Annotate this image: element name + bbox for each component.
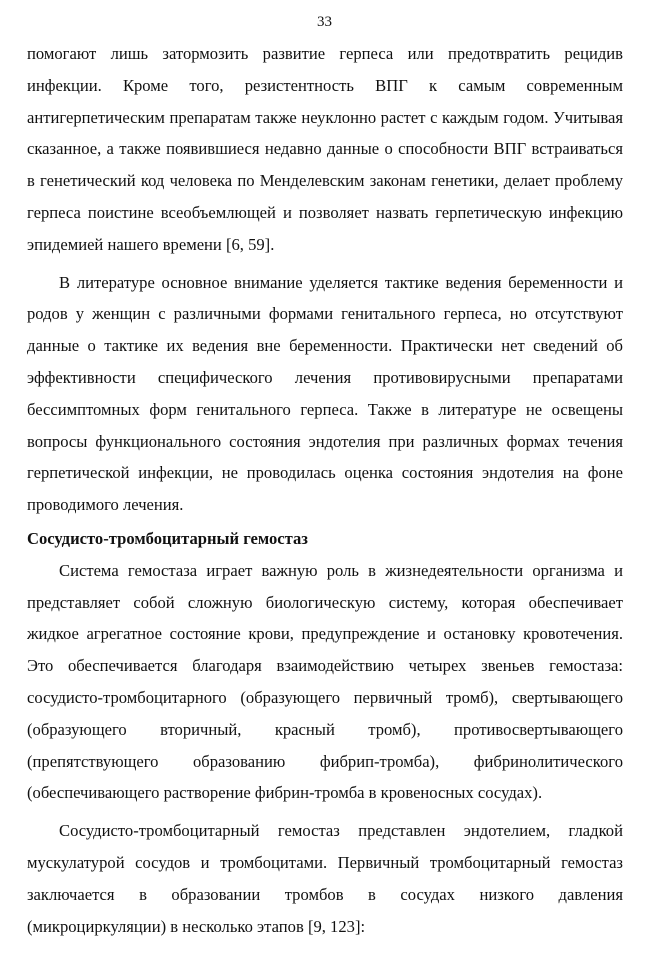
paragraph-herpes-resistance: помогают лишь затормозить развитие герпеса или предотвратить рецидив инфекции. Кроме того, резистентность ВПГ к самым современным антигерпетическим препаратам также неуклонно растет с каждым годом. Учитывая сказанное, а также появившиеся недавно данные о способности ВПГ встраиваться в генетический код человека по Менделевским законам генетики, делает проблему герпеса поистине всеобъемлющей и позволяет назвать герпетическую инфекцию эпидемией нашего времени [6, 59].	[27, 44, 623, 254]
paragraph-vascular-platelet-hemostasis: Сосудисто-тромбоцитарный гемостаз представлен эндотелием, гладкой мускулатурой сосудов и тромбоцитами. Первичный тромбоцитарный гемостаз заключается в образовании тромбов в сосудах низкого давления (микроциркуляции) в несколько этапов [9, 123]:	[27, 821, 623, 936]
paragraph-hemostasis-system: Система гемостаза играет важную роль в жизнедеятельности организма и представляет собой сложную биологическую систему, которая обеспечивает жидкое агрегатное состояние крови, предупреждение и остановку кровотечения. Это обеспечивается благодаря взаимодействию четырех звеньев гемостаза: сосудисто-тромбоцитарного (образующего первичный тромб), свертывающего (образующего вторичный, красный тромб), противосвертывающего (препятствующего образованию фибрип-тромба), фибринолитического (обеспечивающего растворение фибрин-тромба в кровеносных сосудах).	[27, 560, 623, 803]
page-body	[27, 38, 623, 942]
page-number: 33	[317, 14, 332, 30]
paragraph-literature-review: В литературе основное внимание уделяется тактике ведения беременности и родов у женщин с различными формами генитального герпеса, но отсутствуют данные о тактике их ведения вне беременности. Практически нет сведений об эффективности специфического лечения противовирусными препаратами бессимптомных форм генитального герпеса. Также в литературе не освещены вопросы функционального состояния эндотелия при различных формах течения герпетической инфекции, не проводилась оценка состояния эндотелия на фоне проводимого лечения.	[27, 272, 623, 515]
section-heading: Сосудисто-тромбоцитарный гемостаз	[27, 528, 308, 548]
